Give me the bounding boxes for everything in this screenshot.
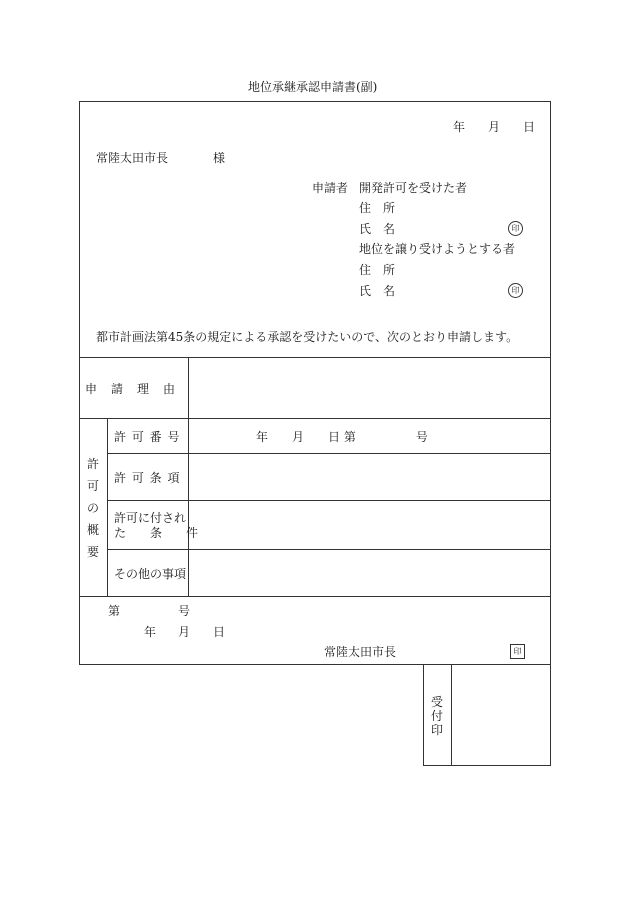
permit-group-divider	[107, 418, 108, 596]
approval-mayor: 常陸太田市長	[324, 645, 397, 659]
approval-year: 年	[144, 625, 157, 639]
addressee-honorific: 様	[213, 151, 226, 165]
frame-bottom	[79, 664, 551, 665]
permit-label-divider	[188, 418, 189, 596]
approval-month: 月	[178, 625, 191, 639]
applicant-label: 申請者	[312, 181, 349, 195]
permit-conditions-label-line2: た 条 件	[114, 526, 199, 540]
seal-mark-2: 印	[508, 283, 523, 298]
permit-clause-input[interactable]	[190, 455, 548, 498]
reason-divider	[188, 357, 189, 418]
divider-top-section	[79, 357, 551, 358]
permit-row-divider-2	[107, 500, 551, 501]
applicant-address-label-1: 住 所	[359, 201, 396, 215]
date-month: 月	[488, 120, 501, 134]
divider-reason-bottom	[79, 418, 551, 419]
reason-label: 申 請 理 由	[85, 382, 177, 396]
addressee-name: 常陸太田市長	[96, 151, 169, 165]
date-year: 年	[453, 120, 466, 134]
applicant-section-original: 開発許可を受けた者	[359, 181, 468, 195]
approval-day: 日	[213, 625, 226, 639]
frame-right	[550, 101, 551, 665]
applicant-address-label-2: 住 所	[359, 263, 396, 277]
applicant-name-label-1: 氏 名	[359, 222, 396, 236]
permit-number-label: 許 可 番 号	[114, 430, 181, 444]
approval-seal-mark: 印	[510, 644, 525, 659]
permit-summary-group-label: 許可の概要	[86, 457, 99, 559]
approval-number-suffix: 号	[178, 604, 191, 618]
frame-left	[79, 101, 80, 665]
permit-conditions-input[interactable]	[190, 502, 548, 547]
applicant-name-label-2: 氏 名	[359, 284, 396, 298]
permit-conditions-label-line1: 許可に付され	[114, 511, 187, 525]
frame-top	[79, 101, 551, 102]
receipt-box-right	[550, 664, 551, 766]
permit-other-input[interactable]	[190, 551, 548, 594]
permit-clause-label: 許 可 条 項	[114, 471, 181, 485]
permit-row-divider-3	[107, 549, 551, 550]
receipt-stamp-label: 受付印	[430, 695, 443, 737]
applicant-section-successor: 地位を譲り受けようとする者	[359, 242, 516, 256]
seal-mark-1: 印	[508, 221, 523, 236]
receipt-box-divider	[451, 664, 452, 766]
permit-number-value[interactable]: 年 月 日 第 号	[256, 430, 428, 444]
divider-permit-bottom	[79, 596, 551, 597]
receipt-box-left	[423, 664, 424, 766]
reason-input[interactable]	[190, 359, 548, 416]
date-day: 日	[523, 120, 536, 134]
permit-row-divider-1	[107, 453, 551, 454]
approval-number-prefix: 第	[108, 604, 121, 618]
permit-other-label: その他の事項	[114, 567, 187, 581]
application-statement: 都市計画法第45条の規定による承認を受けたいので、次のとおり申請します。	[96, 330, 519, 344]
receipt-stamp-area[interactable]	[453, 666, 548, 763]
form-title: 地位承継承認申請書(副)	[248, 80, 378, 94]
receipt-box-bottom	[423, 765, 551, 766]
